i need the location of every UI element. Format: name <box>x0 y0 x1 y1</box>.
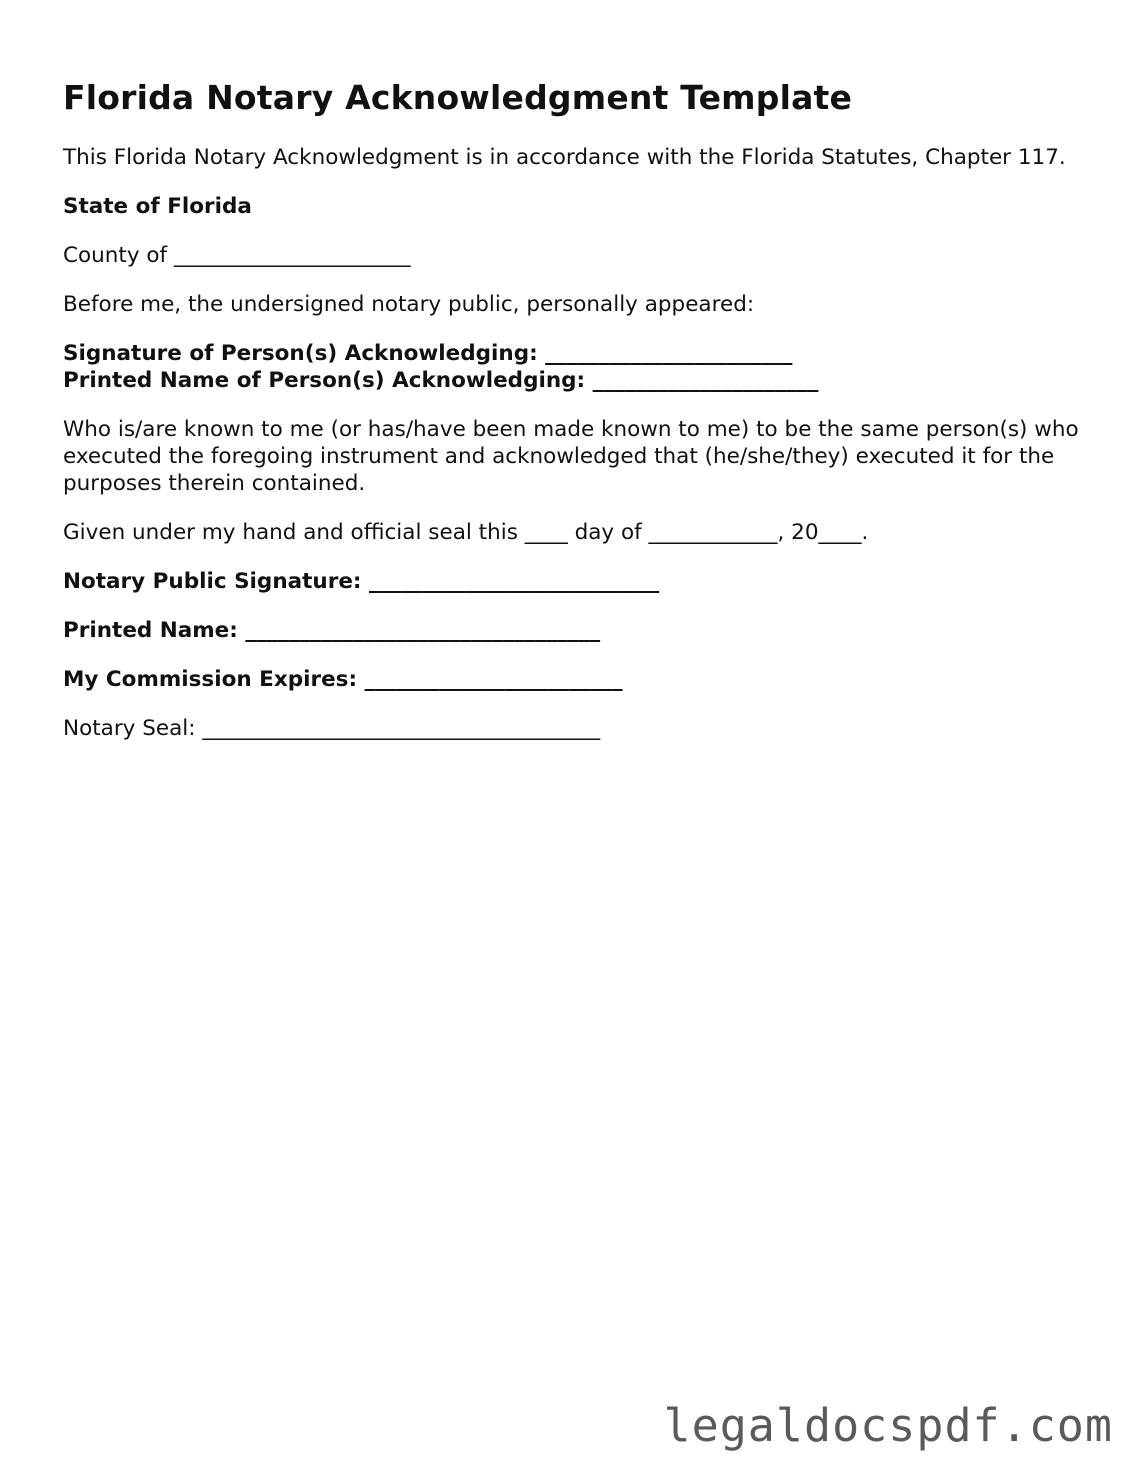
signature-person-field: Signature of Person(s) Acknowledging: _______________________ <box>63 341 793 366</box>
given-under-statement: Given under my hand and official seal this ____ day of ____________, 20____. <box>63 520 869 545</box>
intro-paragraph: This Florida Notary Acknowledgment is in accordance with the Florida Statutes, Chapter 117. <box>63 145 1066 170</box>
before-me-statement: Before me, the undersigned notary public, personally appeared: <box>63 292 755 317</box>
commission-expires-field: My Commission Expires: ________________________ <box>63 667 623 692</box>
watermark: legaldocspdf.com <box>663 1399 1113 1452</box>
printed-name-person-field: Printed Name of Person(s) Acknowledging: _____________________ <box>63 368 819 393</box>
county-field: County of ______________________ <box>63 243 411 268</box>
notary-signature-field: Notary Public Signature: ___________________________ <box>63 569 660 594</box>
page-title: Florida Notary Acknowledgment Template <box>63 78 853 117</box>
state-heading: State of Florida <box>63 194 252 219</box>
notary-seal-field: Notary Seal: _____________________________________ <box>63 716 601 741</box>
printed-name-field: Printed Name: _________________________________ <box>63 618 601 643</box>
known-statement-paragraph: Who is/are known to me (or has/have been made known to me) to be the same person(s) who executed the foregoing instrument and acknowledged that (he/she/they) executed it for the purposes therein contained. <box>63 417 1079 496</box>
person-acknowledging-block <box>63 340 1083 394</box>
document-page <box>63 78 1083 764</box>
